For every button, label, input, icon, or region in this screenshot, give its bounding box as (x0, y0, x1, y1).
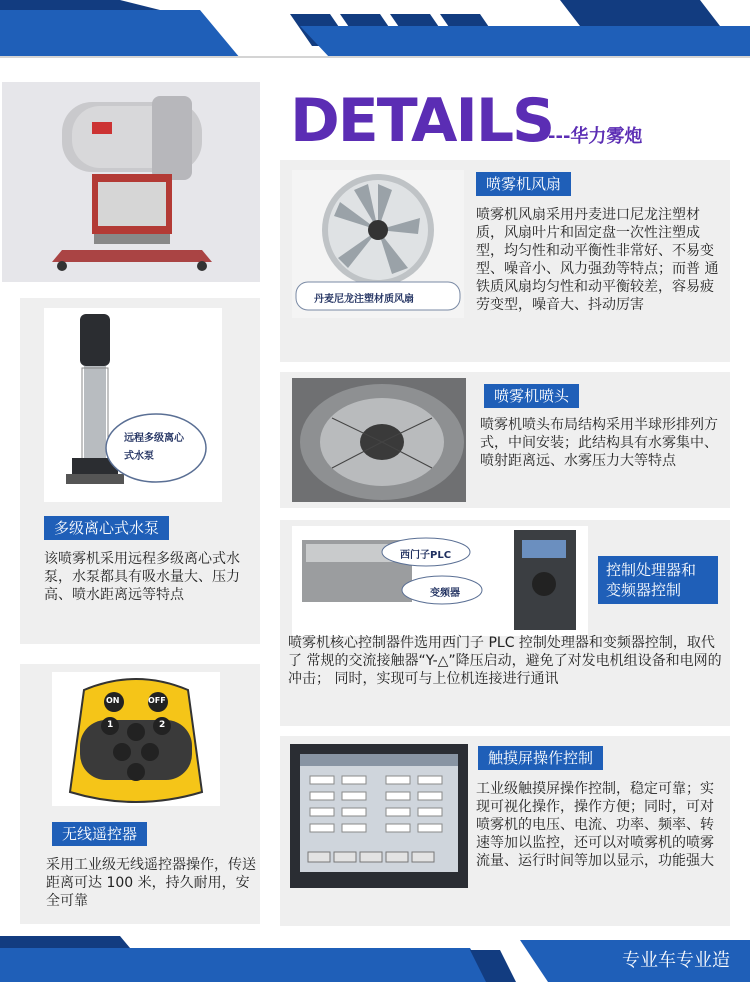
remote-label: 无线遥控器 (52, 822, 147, 846)
plc-label (598, 556, 718, 604)
remote-button-2: 2 (159, 720, 166, 730)
touch-label: 触摸屏操作控制 (478, 746, 603, 770)
pump-illustration (44, 308, 222, 502)
nozzle-illustration (292, 378, 466, 502)
fan-label: 喷雾机风扇 (476, 172, 571, 196)
remote-on-button: ON (106, 696, 120, 705)
inverter-callout: 变频器 (430, 588, 460, 599)
plc-label-text: 控制处理器和变频器控制 (606, 561, 697, 599)
pump-label: 多级离心式水泵 (44, 516, 169, 540)
remote-illustration (52, 672, 220, 806)
footer-slogan: 专业车专业造 (622, 950, 730, 971)
pump-image (44, 308, 222, 502)
nozzle-image (292, 378, 466, 502)
nozzle-label: 喷雾机喷头 (484, 384, 579, 408)
fan-image (292, 170, 464, 318)
fog-cannon-illustration (2, 82, 260, 282)
pump-callout: 远程多级离心式水泵 (124, 433, 184, 462)
plc-description: 喷雾机核心控制器件选用西门子 PLC 控制处理器和变频器控制，取代了 常规的交流接触器“Y-△”降压启动，避免了对发电机组设备和电网的冲击； 同时，实现可与上位机连接进行通讯 (288, 635, 722, 687)
pump-description: 该喷雾机采用远程多级离心式水泵，水泵都具有吸水量大、压力高、喷水距离远等特点 (44, 551, 240, 603)
plc-callout: 西门子PLC (400, 550, 452, 561)
remote-description: 采用工业级无线遥控器操作，传送距离可达 100 米，持久耐用，安全可靠 (46, 857, 256, 909)
plc-image (292, 526, 588, 636)
remote-off-button: OFF (148, 696, 166, 705)
header-stripe-band (0, 0, 750, 58)
plc-illustration (292, 526, 588, 636)
touch-description: 工业级触摸屏操作控制，稳定可靠；实现可视化操作，操作方便；同时，可对喷雾机的电压、电流、功率、频率、转速等加以监控，还可以对喷雾机的喷雾流量、运行时间等加以显示，功能强大 (476, 781, 714, 869)
remote-image (52, 672, 220, 806)
remote-button-1: 1 (107, 720, 114, 730)
page-title: DETAILS (290, 86, 554, 156)
fan-description: 喷雾机风扇采用丹麦进口尼龙注塑材质，风扇叶片和固定盘一次性注塑成 型，均匀性和动平衡性非常好、不易变型、噪音小、风力强劲等特点；而普 通铁质风扇均匀性和动平衡较差，容易疲劳变型，噪音大、抖动厉害 (476, 207, 719, 313)
touchscreen-image (290, 744, 468, 888)
fan-callout: 丹麦尼龙注塑材质风扇 (314, 294, 414, 305)
page-subtitle: ---华力雾炮 (548, 126, 643, 147)
nozzle-description: 喷雾机喷头布局结构采用半球形排列方式，中间安装；此结构具有水雾集中、 喷射距离远、水雾压力大等特点 (480, 417, 718, 469)
touchscreen-illustration (290, 744, 468, 888)
fog-cannon-image (2, 82, 260, 282)
